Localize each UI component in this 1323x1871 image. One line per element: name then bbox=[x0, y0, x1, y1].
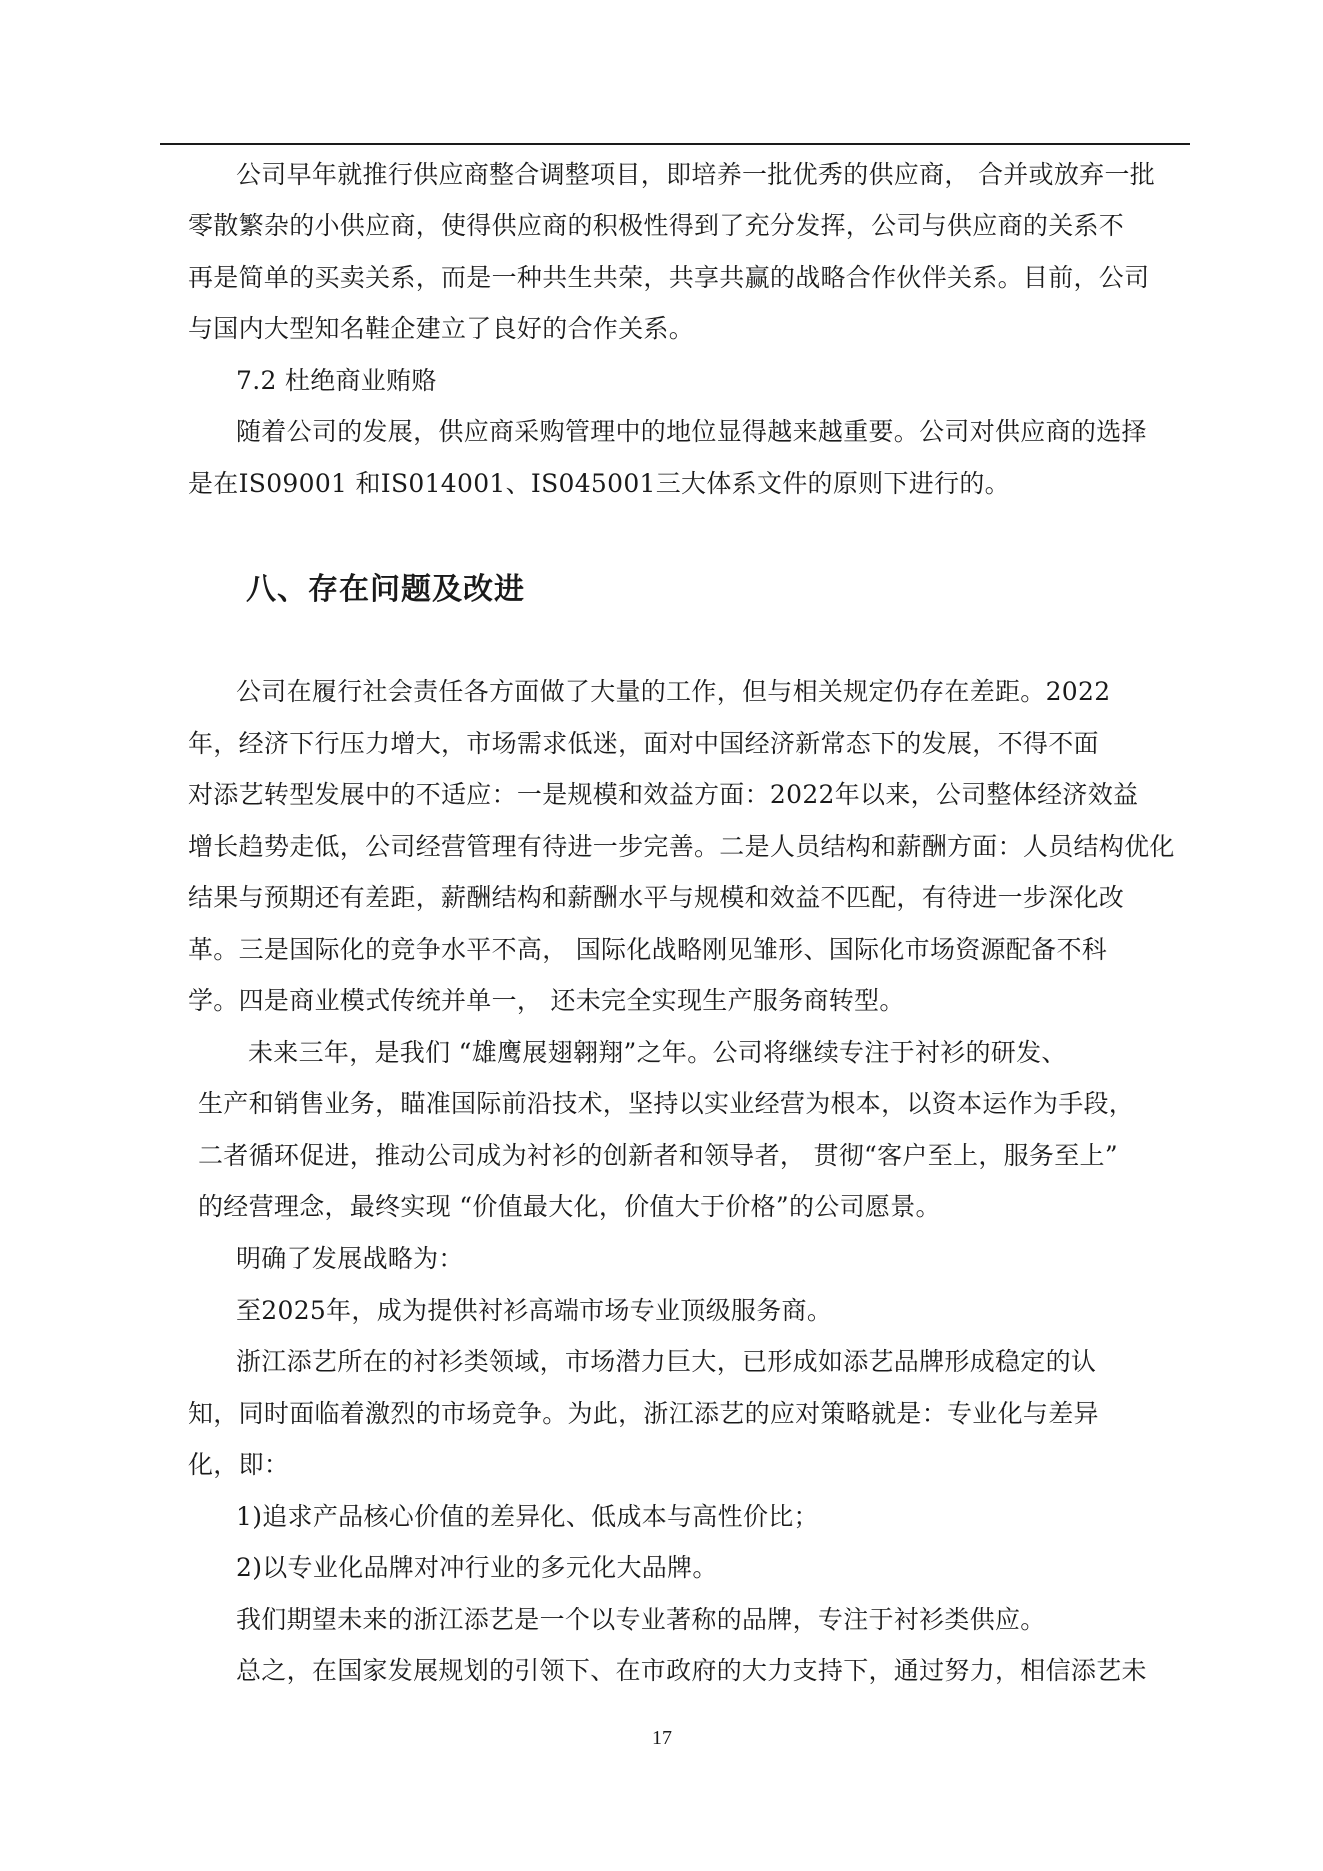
page-number: 17 bbox=[652, 1727, 672, 1749]
paragraph-line: 结果与预期还有差距，薪酬结构和薪酬水平与规模和效益不匹配，有待进一步深化改 bbox=[188, 883, 1125, 912]
paragraph-line: 随着公司的发展，供应商采购管理中的地位显得越来越重要。公司对供应商的选择 bbox=[236, 417, 1147, 446]
paragraph-line: 知，同时面临着激烈的市场竞争。为此，浙江添艺的应对策略就是：专业化与差异 bbox=[188, 1399, 1099, 1428]
paragraph-line: 年，经济下行压力增大，市场需求低迷，面对中国经济新常态下的发展，不得不面 bbox=[188, 729, 1099, 758]
subsection-title: 7.2 杜绝商业贿赂 bbox=[236, 366, 437, 395]
paragraph-line: 至2025年，成为提供衬衫高端市场专业顶级服务商。 bbox=[236, 1296, 833, 1325]
paragraph-line: 明确了发展战略为： bbox=[236, 1244, 464, 1273]
paragraph-line: 我们期望未来的浙江添艺是一个以专业著称的品牌，专注于衬衫类供应。 bbox=[236, 1605, 1046, 1634]
paragraph-line: 二者循环促进，推动公司成为衬衫的创新者和领导者， 贯彻“客户至上，服务至上” bbox=[198, 1141, 1118, 1170]
paragraph-line: 总之，在国家发展规划的引领下、在市政府的大力支持下，通过努力，相信添艺未 bbox=[236, 1656, 1147, 1685]
header-rule bbox=[160, 143, 1190, 145]
paragraph-line: 增长趋势走低，公司经营管理有待进一步完善。二是人员结构和薪酬方面：人员结构优化 bbox=[188, 832, 1175, 861]
paragraph-line: 对添艺转型发展中的不适应：一是规模和效益方面：2022年以来，公司整体经济效益 bbox=[188, 780, 1139, 809]
paragraph-line: 革。三是国际化的竞争水平不高， 国际化战略刚见雏形、国际化市场资源配备不科 bbox=[188, 935, 1108, 964]
list-item: 1)追求产品核心价值的差异化、低成本与高性价比； bbox=[236, 1502, 819, 1531]
paragraph-line: 公司早年就推行供应商整合调整项目，即培养一批优秀的供应商， 合并或放弃一批 bbox=[236, 160, 1156, 189]
paragraph-line: 学。四是商业模式传统并单一， 还未完全实现生产服务商转型。 bbox=[188, 986, 905, 1015]
section-heading: 八、存在问题及改进 bbox=[246, 572, 525, 607]
paragraph-line: 是在IS09001 和IS014001、IS045001三大体系文件的原则下进行的。 bbox=[188, 469, 1010, 498]
paragraph-line: 与国内大型知名鞋企建立了良好的合作关系。 bbox=[188, 314, 695, 343]
paragraph-line: 浙江添艺所在的衬衫类领域，市场潜力巨大，已形成如添艺品牌形成稳定的认 bbox=[236, 1347, 1097, 1376]
paragraph-line: 再是简单的买卖关系，而是一种共生共荣，共享共赢的战略合作伙伴关系。目前，公司 bbox=[188, 263, 1150, 292]
paragraph-line: 零散繁杂的小供应商，使得供应商的积极性得到了充分发挥，公司与供应商的关系不 bbox=[188, 211, 1125, 240]
paragraph-line: 生产和销售业务，瞄准国际前沿技术，坚持以实业经营为根本，以资本运作为手段， bbox=[198, 1089, 1135, 1118]
paragraph-line: 未来三年，是我们 “雄鹰展翅翱翔”之年。公司将继续专注于衬衫的研发、 bbox=[248, 1038, 1067, 1067]
paragraph-line: 化，即： bbox=[188, 1450, 290, 1479]
paragraph-line: 公司在履行社会责任各方面做了大量的工作，但与相关规定仍存在差距。2022 bbox=[236, 677, 1111, 706]
list-item: 2)以专业化品牌对冲行业的多元化大品牌。 bbox=[236, 1553, 718, 1582]
paragraph-line: 的经营理念，最终实现 “价值最大化，价值大于价格”的公司愿景。 bbox=[198, 1192, 941, 1221]
